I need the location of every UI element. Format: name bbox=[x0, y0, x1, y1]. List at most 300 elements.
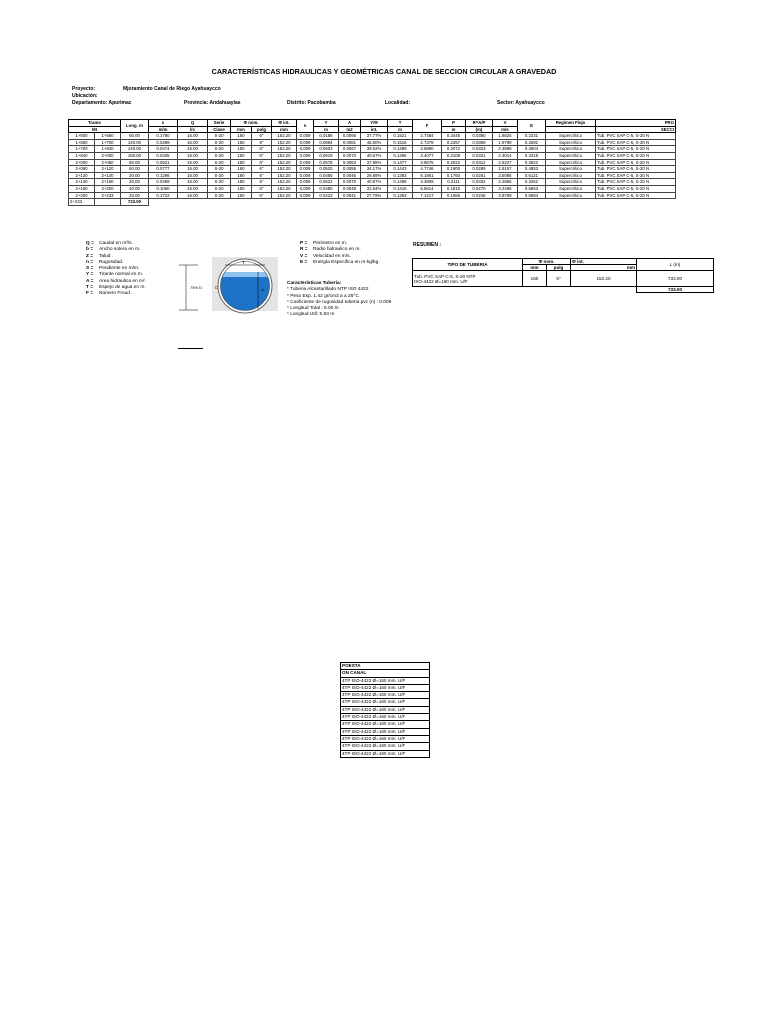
table-cell: 1+700 bbox=[95, 139, 121, 146]
header-n: n bbox=[297, 120, 314, 133]
table-cell: 20.00 bbox=[121, 179, 149, 186]
table-cell: 0.4853 bbox=[518, 166, 546, 173]
table-cell: 60.00 bbox=[121, 166, 149, 173]
list-item-cell: 4TP ISO-4422 Ø=160 mm. U/F bbox=[341, 684, 430, 691]
table-cell: Supercrítico bbox=[546, 179, 596, 186]
table-cell: 0.0603 bbox=[314, 146, 339, 153]
legend-symbol: T = bbox=[86, 285, 94, 291]
resumen-unit-mm2: mm bbox=[571, 265, 637, 271]
table-cell: 0.3262 bbox=[518, 179, 546, 186]
table-cell: 16.00 bbox=[178, 146, 208, 153]
table-cell: S-20 bbox=[208, 172, 231, 179]
table-cell: 0.009 bbox=[297, 172, 314, 179]
table-cell: 160 bbox=[231, 179, 252, 186]
list-item bbox=[341, 699, 430, 706]
distrito-label: Distrito: Pacobamba bbox=[287, 100, 336, 106]
table-cell: 20.00 bbox=[121, 172, 149, 179]
table-cell: 160 bbox=[231, 152, 252, 159]
table-cell: Supercrítico bbox=[546, 139, 596, 146]
header-phi-nom: Φ nom. bbox=[231, 120, 272, 127]
table-cell: 0.3504 bbox=[518, 146, 546, 153]
header-unit-yphi: int. bbox=[361, 126, 388, 133]
table-cell: 0.009 bbox=[297, 179, 314, 186]
table-cell: 0.2692 bbox=[518, 139, 546, 146]
resumen-int-cell: 152.20 bbox=[571, 271, 637, 287]
table-cell: 152.20 bbox=[272, 159, 297, 166]
list-header-2 bbox=[341, 670, 430, 677]
header-long: Long. m bbox=[121, 120, 149, 133]
table-cell: 6" bbox=[252, 179, 272, 186]
header-unit-a: m2 bbox=[339, 126, 361, 133]
resumen-table bbox=[412, 258, 714, 293]
table-cell: 6" bbox=[252, 192, 272, 199]
table-cell: 152.20 bbox=[272, 139, 297, 146]
table-row bbox=[69, 159, 676, 166]
table-cell: 0.3445 bbox=[442, 133, 466, 140]
header-regimen: Regimen Flujo bbox=[546, 120, 596, 127]
header-mi: MI bbox=[69, 126, 121, 133]
table-cell: 0.0405 bbox=[149, 152, 178, 159]
table-cell: 3.5890 bbox=[413, 146, 442, 153]
header-unit-nom-pulg: pulg bbox=[252, 126, 272, 133]
table-cell: 45.60% bbox=[361, 139, 388, 146]
table-cell: 152.20 bbox=[272, 172, 297, 179]
table-cell: 0.0777 bbox=[149, 166, 178, 173]
table-cell: 0.1489 bbox=[388, 146, 413, 153]
table-cell: 0.0480 bbox=[314, 185, 339, 192]
table-cell: 16.00 bbox=[178, 159, 208, 166]
table-last-row bbox=[69, 199, 676, 206]
table-cell: 0.0188 bbox=[314, 133, 339, 140]
table-cell: 0.3822 bbox=[518, 159, 546, 166]
table-cell: 0.0066 bbox=[339, 133, 361, 140]
legend-description: Velocidad en m/s. bbox=[313, 253, 351, 259]
header-unit-q: l/s bbox=[178, 126, 208, 133]
table-cell: 6" bbox=[252, 133, 272, 140]
caracteristica-item: * Tuberia Alcantarillado NTP ISO 4422 bbox=[287, 287, 369, 293]
table-cell: 0.0261 bbox=[466, 172, 493, 179]
list-header-1 bbox=[341, 663, 430, 670]
table-cell: 40.87% bbox=[361, 179, 388, 186]
table-cell: S-20 bbox=[208, 152, 231, 159]
legend-left bbox=[86, 241, 146, 298]
table-cell: 5.5614 bbox=[413, 185, 442, 192]
resumen-col-l: L (m) bbox=[637, 259, 714, 271]
table-cell: 152.20 bbox=[272, 133, 297, 140]
divider-line bbox=[178, 348, 203, 349]
header-p: P bbox=[442, 120, 466, 127]
header-q: Q bbox=[178, 120, 208, 127]
table-cell: 0.2022 bbox=[442, 159, 466, 166]
table-cell: Tub. PVC SAP C-5, S-20 N bbox=[596, 152, 676, 159]
table-cell: 2.7378 bbox=[413, 139, 442, 146]
list-item bbox=[341, 743, 430, 750]
table-cell: 0.009 bbox=[297, 152, 314, 159]
resumen-nom-mm-cell: 160 bbox=[523, 271, 547, 287]
table-cell: 0.1060 bbox=[149, 185, 178, 192]
table-cell: 0.009 bbox=[297, 139, 314, 146]
header-t: T bbox=[388, 120, 413, 127]
table-cell: 2.2866 bbox=[493, 179, 518, 186]
legend-description: Caudal en m³/s. bbox=[99, 241, 133, 246]
table-cell: 2.5227 bbox=[493, 159, 518, 166]
table-cell: 0.1722 bbox=[149, 192, 178, 199]
table-cell: 1+560 bbox=[95, 133, 121, 140]
table-cell: 0.0289 bbox=[466, 166, 493, 173]
table-cell: 0.1415 bbox=[388, 185, 413, 192]
legend-symbol: A = bbox=[86, 278, 94, 284]
table-cell: 0.2257 bbox=[442, 139, 466, 146]
list-item bbox=[341, 692, 430, 699]
table-row bbox=[69, 152, 676, 159]
legend-symbol: Z = bbox=[86, 253, 94, 259]
table-cell: 0.1760 bbox=[442, 172, 466, 179]
table-cell: 0.0063 bbox=[339, 159, 361, 166]
caracteristica-item: * Longitud Util: 5.83 m bbox=[287, 312, 335, 318]
table-cell: 160 bbox=[231, 192, 252, 199]
legend-description: Ancho solera en m. bbox=[99, 247, 141, 253]
table-cell: Tub. PVC SAP C-5, S-20 N bbox=[596, 139, 676, 146]
table-cell: 6" bbox=[252, 159, 272, 166]
header-unit-y: m bbox=[314, 126, 339, 133]
table-cell: 1+700 bbox=[69, 146, 95, 153]
table-cell: 40.67% bbox=[361, 152, 388, 159]
diagram-y-label: Y bbox=[261, 288, 265, 293]
last-prog-cell: 2+233 bbox=[69, 199, 95, 206]
table-cell: 0.0359 bbox=[466, 139, 493, 146]
table-cell: 37.98% bbox=[361, 159, 388, 166]
table-cell: 4.7746 bbox=[413, 166, 442, 173]
table-cell: 37.77% bbox=[361, 133, 388, 140]
header-secci: SECCI bbox=[596, 126, 676, 133]
header-unit-int-mm: mm bbox=[272, 126, 297, 133]
table-cell: 0.1780 bbox=[149, 133, 178, 140]
table-cell: 160 bbox=[231, 172, 252, 179]
list-header-cell: POESTA bbox=[341, 663, 430, 670]
table-cell: 33.00 bbox=[121, 192, 149, 199]
table-cell: S-20 bbox=[208, 185, 231, 192]
table-cell: Tub. PVC SAP C-5, S-20 N bbox=[596, 185, 676, 192]
table-cell: 16.00 bbox=[178, 192, 208, 199]
table-cell: 6" bbox=[252, 185, 272, 192]
table-cell: 2+000 bbox=[95, 152, 121, 159]
table-cell: S-20 bbox=[208, 166, 231, 173]
list-item bbox=[341, 706, 430, 713]
list-item bbox=[341, 714, 430, 721]
header-y: Y bbox=[314, 120, 339, 127]
legend-description: Número Froud . bbox=[99, 291, 133, 297]
table-cell: 2+060 bbox=[95, 159, 121, 166]
table-cell: 16.00 bbox=[178, 139, 208, 146]
table-cell: 2.3898 bbox=[493, 146, 518, 153]
table-cell: 1+560 bbox=[69, 139, 95, 146]
total-length-cell: 733.00 bbox=[121, 199, 149, 206]
table-cell: 7.1217 bbox=[413, 192, 442, 199]
table-cell: 0.1443 bbox=[388, 166, 413, 173]
list-item-cell: 4TP ISO-4422 Ø=160 mm. U/F bbox=[341, 735, 430, 742]
header-unit-t: m bbox=[388, 126, 413, 133]
resumen-col-int: Φ int. bbox=[571, 259, 637, 265]
list-item bbox=[341, 677, 430, 684]
table-cell: Supercrítico bbox=[546, 192, 596, 199]
table-cell: 3.8799 bbox=[493, 192, 518, 199]
diagram-d-label: D bbox=[215, 285, 219, 290]
list-header-cell: ON CANAL bbox=[341, 670, 430, 677]
empty-cell bbox=[95, 199, 121, 206]
table-cell: 0.0455 bbox=[314, 172, 339, 179]
legend-description: Area hidraulica en m². bbox=[99, 278, 146, 284]
provincia-label: Provincia: Andahuaylas bbox=[184, 100, 241, 106]
table-row bbox=[69, 166, 676, 173]
legend-symbol: S = bbox=[86, 266, 94, 272]
header-empty bbox=[546, 126, 596, 133]
table-cell: 1.9798 bbox=[493, 139, 518, 146]
table-cell: 0.0380 bbox=[466, 133, 493, 140]
localidad-label: Localidad: bbox=[385, 100, 411, 106]
table-cell: S-20 bbox=[208, 179, 231, 186]
table-cell: Supercrítico bbox=[546, 133, 596, 140]
table-cell: 0.6684 bbox=[518, 192, 546, 199]
table-cell: 60.00 bbox=[121, 159, 149, 166]
header-a: A bbox=[339, 120, 361, 127]
list-item bbox=[341, 684, 430, 691]
header-f: F bbox=[413, 120, 442, 133]
table-cell: 0.0694 bbox=[314, 139, 339, 146]
resumen-title: RESUMEN : bbox=[413, 242, 442, 248]
table-cell: 3.5085 bbox=[493, 172, 518, 179]
caracteristica-item: * Coeficiente de rugosidad tuberia pvc (n) : 0.009 bbox=[287, 299, 392, 305]
table-cell: 2+233 bbox=[95, 192, 121, 199]
table-cell: 2+120 bbox=[69, 172, 95, 179]
header-unit-r: (m) bbox=[466, 126, 493, 133]
table-cell: 0.1393 bbox=[388, 172, 413, 179]
table-cell: 0.009 bbox=[297, 146, 314, 153]
table-cell: Supercrítico bbox=[546, 185, 596, 192]
table-header-row-2 bbox=[69, 126, 676, 133]
table-cell: 0.1495 bbox=[388, 152, 413, 159]
table-cell: 152.20 bbox=[272, 179, 297, 186]
sector-label: Sector: Ayahuaycco bbox=[497, 100, 545, 106]
table-cell: 2.3014 bbox=[493, 152, 518, 159]
table-cell: 16.00 bbox=[178, 152, 208, 159]
table-cell: 0.009 bbox=[297, 192, 314, 199]
table-cell: 0.2231 bbox=[518, 133, 546, 140]
table-cell: 6" bbox=[252, 166, 272, 173]
table-cell: 0.009 bbox=[297, 185, 314, 192]
table-row bbox=[69, 133, 676, 140]
table-row bbox=[69, 185, 676, 192]
table-cell: 6" bbox=[252, 146, 272, 153]
table-cell: 140.00 bbox=[121, 139, 149, 146]
list-item bbox=[341, 728, 430, 735]
table-cell: 1+840 bbox=[69, 152, 95, 159]
proyecto-value: Mjoramiento Canal de Riego Ayahuaycco bbox=[123, 86, 221, 92]
caracteristica-item: * Longitud Total : 6.00 m bbox=[287, 306, 339, 312]
table-cell: 16.00 bbox=[178, 185, 208, 192]
table-cell: 0.5863 bbox=[518, 185, 546, 192]
table-cell: Tub. PVC SAP C-5, S-20 N bbox=[596, 166, 676, 173]
table-cell: 152.20 bbox=[272, 146, 297, 153]
table-cell: 0.6121 bbox=[518, 172, 546, 179]
table-cell: 0.0289 bbox=[149, 139, 178, 146]
table-cell: 0.009 bbox=[297, 133, 314, 140]
table-cell: 2+060 bbox=[69, 166, 95, 173]
table-cell: 2+200 bbox=[95, 185, 121, 192]
resumen-l-cell: 733.00 bbox=[637, 271, 714, 287]
resumen-col-nom: Φ nom. bbox=[523, 259, 571, 265]
table-cell: 3.8675 bbox=[413, 159, 442, 166]
table-cell: 152.20 bbox=[272, 152, 297, 159]
legend-description: Rugosidad. bbox=[99, 259, 124, 265]
table-cell: 6.1861 bbox=[413, 172, 442, 179]
table-cell: Tub. PVC SAP C-5, S-20 N bbox=[596, 146, 676, 153]
header-unit-s: m/m bbox=[149, 126, 178, 133]
table-cell: 152.20 bbox=[272, 185, 297, 192]
table-cell: Supercrítico bbox=[546, 166, 596, 173]
table-cell: 160 bbox=[231, 146, 252, 153]
table-row bbox=[69, 146, 676, 153]
legend-symbol: n = bbox=[86, 259, 94, 265]
legend-description: Pendiente en m/m. bbox=[99, 266, 140, 272]
resumen-unit-pulg: pulg bbox=[547, 265, 571, 271]
legend-description: Energía Específica en m-kg/kg. bbox=[313, 259, 380, 265]
table-cell: 0.0521 bbox=[149, 159, 178, 166]
caracteristicas-block bbox=[287, 281, 391, 319]
resumen-col-tipo: TIPO DE TUBERIA bbox=[413, 259, 523, 271]
table-cell: 0.0312 bbox=[466, 159, 493, 166]
table-cell: 60.00 bbox=[121, 133, 149, 140]
table-cell: 0.1363 bbox=[388, 192, 413, 199]
table-cell: S-20 bbox=[208, 139, 231, 146]
legend-description: Perimetro en m. bbox=[313, 241, 348, 246]
header-s: s bbox=[149, 120, 178, 127]
table-cell: 34.17% bbox=[361, 166, 388, 173]
table-cell: 39.62% bbox=[361, 146, 388, 153]
hydraulic-table bbox=[68, 119, 676, 206]
table-cell: S-20 bbox=[208, 192, 231, 199]
table-cell: 0.1521 bbox=[388, 133, 413, 140]
legend-symbol: E = bbox=[300, 259, 308, 265]
table-cell: Tub. PVC SAP C-5, S-20 N bbox=[596, 192, 676, 199]
table-cell: S-20 bbox=[208, 146, 231, 153]
header-tramo: Tramo bbox=[69, 120, 121, 127]
table-cell: 0.1296 bbox=[149, 172, 178, 179]
table-cell: 0.0070 bbox=[339, 152, 361, 159]
table-cell: 40.00 bbox=[121, 185, 149, 192]
ubicacion-label: Ubicación: bbox=[72, 93, 98, 99]
table-cell: 16.00 bbox=[178, 172, 208, 179]
legend-symbol: Y = bbox=[86, 272, 94, 278]
list-item-cell: 4TP ISO-4422 Ø=160 mm. U/F bbox=[341, 743, 430, 750]
table-cell: 0.0423 bbox=[314, 192, 339, 199]
table-cell: 0.1900 bbox=[442, 166, 466, 173]
list-item-cell: 4TP ISO-4422 Ø=160 mm. U/F bbox=[341, 714, 430, 721]
list-item-cell: 4TP ISO-4422 Ø=160 mm. U/F bbox=[341, 692, 430, 699]
table-cell: 160.00 bbox=[121, 152, 149, 159]
table-cell: 3.2496 bbox=[493, 185, 518, 192]
header-unit-v: m/s bbox=[493, 126, 518, 133]
table-row bbox=[69, 139, 676, 146]
hydraulic-table-wrap bbox=[68, 119, 700, 219]
header-y-phi: Y/Φ bbox=[361, 120, 388, 127]
table-cell: 3.3809 bbox=[413, 179, 442, 186]
table-cell: 0.009 bbox=[297, 159, 314, 166]
table-cell: 1+840 bbox=[95, 146, 121, 153]
header-unit-nom-mm: mm bbox=[231, 126, 252, 133]
table-cell: 2+140 bbox=[95, 172, 121, 179]
table-cell: 0.1666 bbox=[442, 192, 466, 199]
diagram-t-label: T bbox=[242, 260, 245, 265]
table-cell: 152.20 bbox=[272, 192, 297, 199]
table-cell: Supercrítico bbox=[546, 146, 596, 153]
table-cell: 2+140 bbox=[69, 179, 95, 186]
table-cell: 160 bbox=[231, 133, 252, 140]
table-cell: S-20 bbox=[208, 159, 231, 166]
empty-cell bbox=[149, 199, 676, 206]
table-cell: 0.0081 bbox=[339, 139, 361, 146]
table-cell: 0.0245 bbox=[466, 192, 493, 199]
departamento-label: Departamento: Apurimac bbox=[72, 100, 132, 106]
header-unit-clase: Clase bbox=[208, 126, 231, 133]
header-phi-int: Φ int. bbox=[272, 120, 297, 127]
table-cell: 6" bbox=[252, 172, 272, 179]
resumen-tipo-cell: Tub. PVC SAP C-5, S-20 NTP ISO-4422 Ø=160 mm. U/F bbox=[413, 271, 523, 287]
table-cell: 2.9157 bbox=[493, 166, 518, 173]
resumen-unit-mm: mm bbox=[523, 265, 547, 271]
legend-description: Talud . bbox=[99, 253, 114, 259]
table-cell: 0.0046 bbox=[339, 172, 361, 179]
legend-symbol: Q = bbox=[86, 241, 94, 246]
legend-symbol: P = bbox=[300, 241, 308, 246]
resumen-total-row bbox=[413, 287, 714, 293]
table-cell: 3.4077 bbox=[413, 152, 442, 159]
table-cell: Supercrítico bbox=[546, 159, 596, 166]
legend-symbol: F = bbox=[86, 291, 94, 297]
table-cell: 0.1516 bbox=[388, 139, 413, 146]
legend-description: Tirante normal en m. bbox=[99, 272, 144, 278]
table-cell: 0.2108 bbox=[442, 152, 466, 159]
table-cell: 16.00 bbox=[178, 179, 208, 186]
legend-symbol: R = bbox=[300, 247, 308, 253]
caracteristicas-title: Características Tuberia: bbox=[287, 281, 342, 286]
table-cell: 0.0270 bbox=[466, 185, 493, 192]
table-cell: 152.20 bbox=[272, 166, 297, 173]
table-header-row-1 bbox=[69, 120, 676, 127]
header-pro: PRO bbox=[596, 120, 676, 127]
table-cell: 16.00 bbox=[178, 133, 208, 140]
table-cell: 0.0520 bbox=[314, 166, 339, 173]
list-item bbox=[341, 735, 430, 742]
legend-right bbox=[300, 241, 380, 266]
empty-cell bbox=[413, 287, 637, 293]
table-cell: 160 bbox=[231, 185, 252, 192]
table-cell: Supercrítico bbox=[546, 152, 596, 159]
legend-symbol: b = bbox=[86, 247, 94, 253]
table-cell: 160 bbox=[231, 139, 252, 146]
table-cell: 0.0474 bbox=[149, 146, 178, 153]
table-cell: 2+200 bbox=[69, 192, 95, 199]
tuberia-list bbox=[340, 662, 430, 758]
legend-item bbox=[300, 260, 380, 266]
table-cell: 31.54% bbox=[361, 185, 388, 192]
table-cell: 140.00 bbox=[121, 146, 149, 153]
table-cell: 0.2111 bbox=[442, 179, 466, 186]
list-item-cell: 4TP ISO-4422 Ø=160 mm. U/F bbox=[341, 728, 430, 735]
table-cell: 0.0622 bbox=[314, 179, 339, 186]
legend-symbol: V = bbox=[300, 253, 308, 259]
table-cell: 0.009 bbox=[297, 166, 314, 173]
table-cell: 0.0041 bbox=[339, 192, 361, 199]
